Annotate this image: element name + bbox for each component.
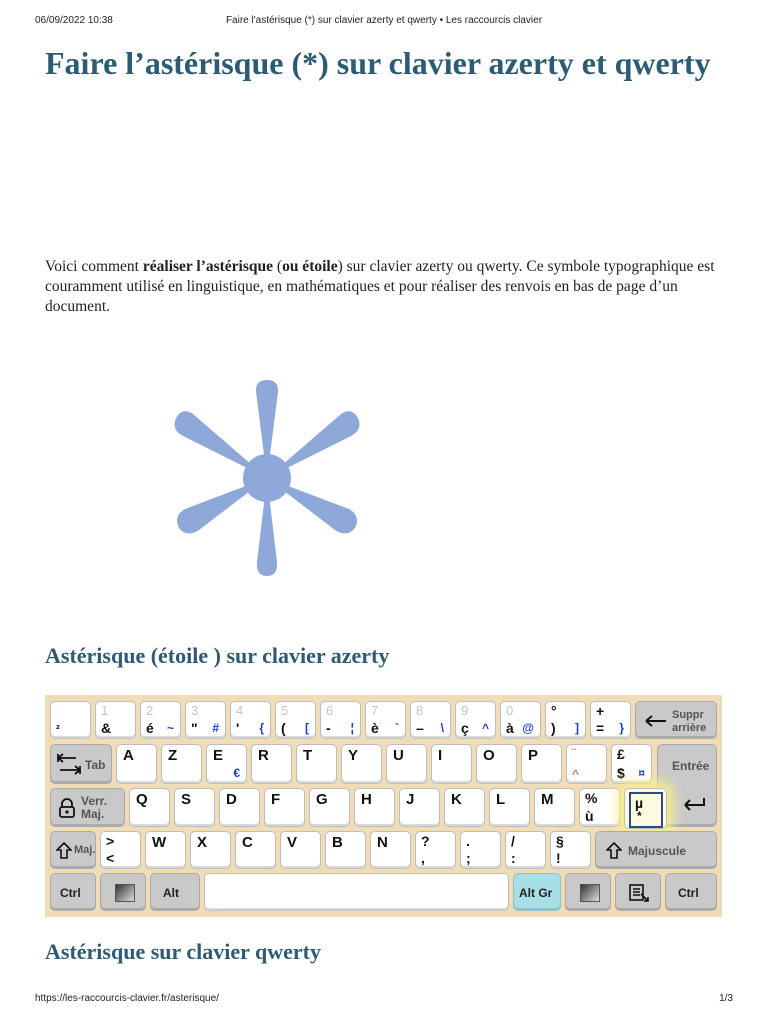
key-q[interactable]: Q	[129, 788, 170, 827]
shift-left-key[interactable]: Maj.	[50, 831, 96, 869]
key-8[interactable]: 8 – \	[410, 701, 451, 739]
key-exclamation[interactable]: § !	[550, 831, 591, 869]
key-m[interactable]: M	[534, 788, 575, 827]
shift-arrow-icon	[56, 842, 72, 859]
key-h[interactable]: H	[354, 788, 395, 827]
enter-arrow-icon	[682, 797, 708, 813]
intro-bold-asterisk: réaliser l’astérisque	[142, 258, 274, 275]
key-semicolon[interactable]: . ;	[460, 831, 501, 869]
section-heading-qwerty: Astérisque sur clavier qwerty	[45, 939, 321, 964]
key-k[interactable]: K	[444, 788, 485, 827]
section-heading-azerty: Astérisque (étoile ) sur clavier azerty	[45, 643, 390, 668]
key-o[interactable]: O	[476, 744, 517, 784]
altgr-key[interactable]: Alt Gr	[513, 873, 561, 911]
menu-key[interactable]	[615, 873, 661, 911]
key-i[interactable]: I	[431, 744, 472, 784]
backspace-key[interactable]: Suppr arrière	[635, 701, 717, 739]
space-bar[interactable]	[204, 873, 509, 911]
tab-key[interactable]: Tab	[50, 744, 112, 784]
key-4[interactable]: 4 ' {	[230, 701, 271, 739]
key-y[interactable]: Y	[341, 744, 382, 784]
key-v[interactable]: V	[280, 831, 321, 869]
key-9[interactable]: 9 ç ^	[455, 701, 496, 739]
windows-right-key[interactable]	[565, 873, 611, 911]
caps-lock-key[interactable]: Verr. Maj.	[50, 788, 125, 827]
key-w[interactable]: W	[145, 831, 186, 869]
key-degree[interactable]: ° ) ]	[545, 701, 586, 739]
azerty-keyboard	[45, 695, 722, 917]
ctrl-left-key[interactable]: Ctrl	[50, 873, 96, 911]
key-x[interactable]: X	[190, 831, 231, 869]
key-circumflex[interactable]: ¨ ^	[566, 744, 607, 784]
intro-bold-star: ou étoile	[282, 258, 338, 275]
key-c[interactable]: C	[235, 831, 276, 869]
windows-left-key[interactable]	[100, 873, 146, 911]
print-date: 06/09/2022 10:38	[35, 15, 113, 26]
key-u[interactable]: U	[386, 744, 427, 784]
key-7[interactable]: 7 è `	[365, 701, 406, 739]
key-d[interactable]: D	[219, 788, 260, 827]
key-6[interactable]: 6 - ¦	[320, 701, 361, 739]
key-colon[interactable]: / :	[505, 831, 546, 869]
key-0[interactable]: 0 à @	[500, 701, 541, 739]
key-plus[interactable]: + = }	[590, 701, 631, 739]
windows-icon	[580, 884, 600, 902]
key-superscript-two[interactable]: ²	[50, 701, 91, 739]
key-f[interactable]: F	[264, 788, 305, 827]
key-mu-asterisk[interactable]: µ *	[624, 788, 667, 829]
key-percent[interactable]: % ù	[579, 788, 620, 827]
shift-right-key[interactable]: Majuscule	[595, 831, 717, 869]
windows-icon	[115, 884, 135, 902]
lock-icon	[58, 798, 76, 818]
page-title: Faire l’astérisque (*) sur clavier azerty et qwerty	[45, 45, 711, 81]
key-l[interactable]: L	[489, 788, 530, 827]
context-menu-icon	[628, 883, 650, 903]
enter-key[interactable]: Entrée	[657, 744, 717, 827]
key-a[interactable]: A	[116, 744, 157, 784]
key-5[interactable]: 5 ( [	[275, 701, 316, 739]
key-g[interactable]: G	[309, 788, 350, 827]
key-p[interactable]: P	[521, 744, 562, 784]
key-j[interactable]: J	[399, 788, 440, 827]
tab-arrows-icon	[56, 752, 82, 776]
shift-arrow-icon	[606, 842, 622, 859]
key-angle-brackets[interactable]: > <	[100, 831, 141, 869]
key-1[interactable]: 1 &	[95, 701, 136, 739]
key-pound[interactable]: £ $ ¤	[611, 744, 652, 784]
key-r[interactable]: R	[251, 744, 292, 784]
ctrl-right-key[interactable]: Ctrl	[665, 873, 717, 911]
print-title: Faire l'astérisque (*) sur clavier azerty et qwerty • Les raccourcis clavier	[225, 15, 543, 26]
key-3[interactable]: 3 " #	[185, 701, 226, 739]
intro-paragraph: Voici comment réaliser l’astérisque (ou étoile) sur clavier azerty ou qwerty. Ce symbole typographique est couramment utilisé en linguistique, en mathématiques et pour réaliser des renvois en bas de page d’un document.	[45, 258, 715, 315]
alt-key[interactable]: Alt	[150, 873, 200, 911]
key-s[interactable]: S	[174, 788, 215, 827]
print-url: https://les-raccourcis-clavier.fr/asterisque/	[35, 993, 219, 1004]
key-2[interactable]: 2 é ~	[140, 701, 181, 739]
key-n[interactable]: N	[370, 831, 411, 869]
key-b[interactable]: B	[325, 831, 366, 869]
key-z[interactable]: Z	[161, 744, 202, 784]
print-page-number: 1/3	[719, 993, 733, 1004]
backspace-arrow-icon	[644, 715, 668, 727]
key-comma[interactable]: ? ,	[415, 831, 456, 869]
key-e[interactable]: E €	[206, 744, 247, 784]
key-t[interactable]: T	[296, 744, 337, 784]
asterisk-illustration	[165, 378, 369, 580]
